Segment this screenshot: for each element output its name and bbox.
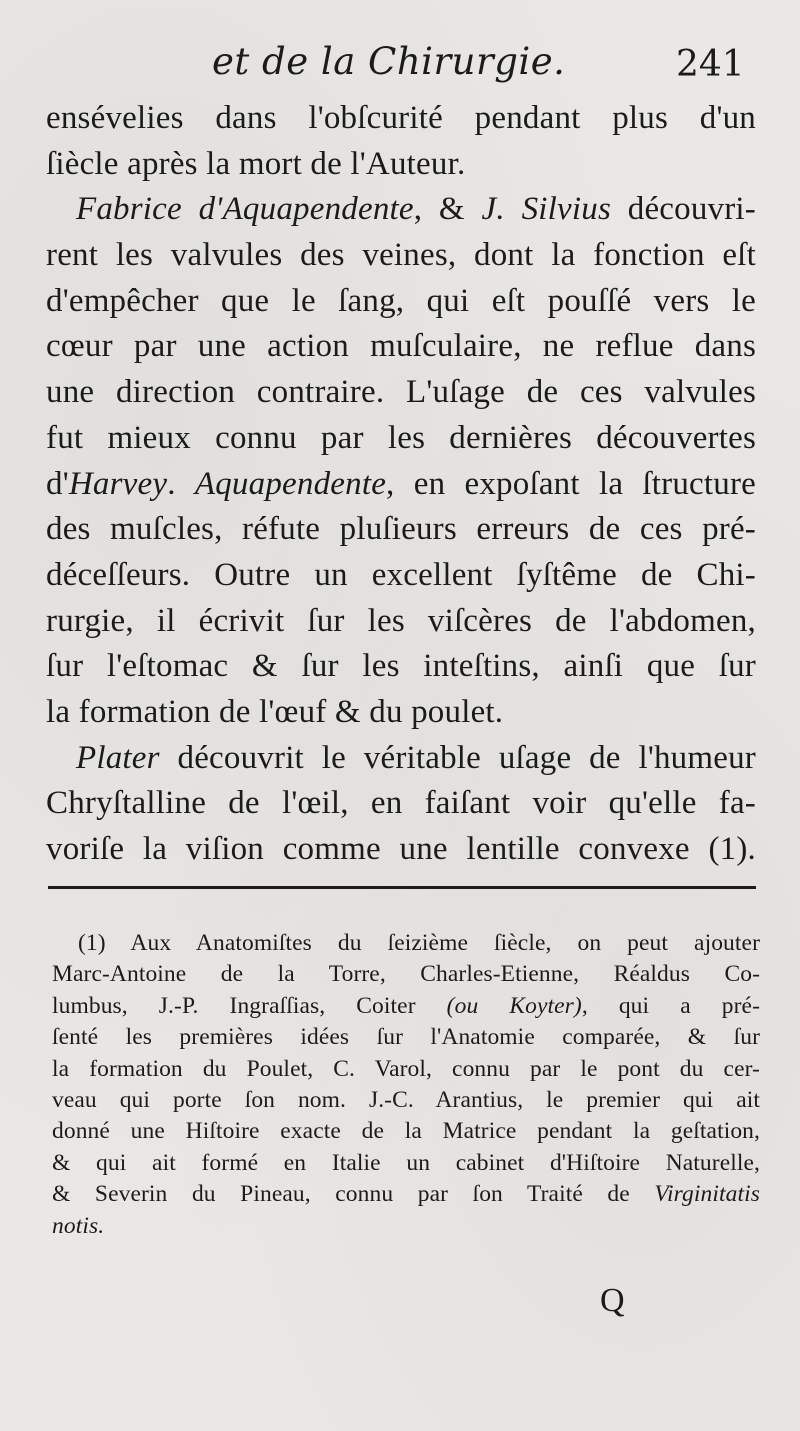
footnote-line: [52, 1211, 760, 1242]
footnote-line-segment: , qui a pré-: [581, 992, 760, 1019]
footnote-line: [52, 1148, 760, 1179]
footnote: [52, 928, 760, 1242]
body-line-segment: ſur l'eſtomac & ſur les inteſtins, ainſi que ſur: [46, 648, 756, 685]
body-line-segment: la formation de l'œuf & du poulet.: [46, 693, 504, 730]
footnote-line-segment: ſenté les premières idées ſur l'Anatomie comparée, & ſur: [52, 1024, 760, 1051]
footnote-line-segment: Virginitatis: [654, 1181, 760, 1208]
body-line-segment: d': [46, 465, 69, 502]
footnote-line: [52, 991, 760, 1022]
footnote-line: [52, 1116, 760, 1147]
body-line-segment: J. Silvius: [481, 191, 611, 228]
footnote-line-segment: veau qui porte ſon nom. J.-C. Arantius, le premier qui ait: [52, 1086, 760, 1113]
body-line: [46, 599, 756, 645]
footnote-line: [52, 959, 760, 990]
footnote-rule: [48, 886, 756, 889]
body-line: [46, 324, 756, 370]
body-line: [46, 553, 756, 599]
footnote-line-segment: (ou Koyter): [446, 992, 582, 1019]
body-line: [46, 827, 756, 873]
body-line-segment: Fabrice d'Aquapendente: [76, 191, 414, 228]
body-line: [46, 416, 756, 462]
body-line-segment: Chryſtalline de l'œil, en faiſant voir qu'elle fa-: [46, 785, 756, 822]
body-line-segment: découvrit le véritable uſage de l'humeur: [159, 739, 756, 776]
body-line: [46, 279, 756, 325]
body-line-segment: Aquapendente: [194, 465, 387, 502]
body-line: [46, 370, 756, 416]
footnote-line-segment: notis.: [52, 1212, 105, 1239]
footnote-line: [52, 928, 760, 959]
body-line-segment: d'empêcher que le ſang, qui eſt pouſſé vers le: [46, 282, 756, 319]
footnote-line-segment: & qui ait formé en Italie un cabinet d'Hiſtoire Naturelle,: [52, 1149, 760, 1176]
footnote-line: [52, 1054, 760, 1085]
body-line: [46, 736, 756, 782]
footnote-line-segment: la formation du Poulet, C. Varol, connu par le pont du cer-: [52, 1055, 760, 1082]
body-line-segment: déceſſeurs. Outre un excellent ſyſtême de Chi-: [46, 556, 756, 593]
body-line: [46, 690, 756, 736]
body-line-segment: ensévelies dans l'obſcurité pendant plus d'un: [46, 100, 756, 136]
footnote-line-segment: Marc-Antoine de la Torre, Charles-Etienne, Réaldus Co-: [52, 961, 760, 988]
signature-mark: Q: [600, 1282, 625, 1319]
body-line-segment: .: [167, 465, 195, 502]
body-line-segment: voriſe la viſion comme une lentille convexe (1).: [46, 831, 756, 867]
body-line-segment: , en expoſant la ſtructure: [386, 465, 756, 502]
body-line: [46, 644, 756, 690]
footnote-line: [52, 1085, 760, 1116]
footnote-line: [52, 1179, 760, 1210]
body-line: [46, 462, 756, 508]
body-line-segment: cœur par une action muſculaire, ne reflue dans: [46, 328, 756, 365]
body-line: [46, 96, 756, 142]
body-text: [46, 96, 756, 873]
body-line-segment: , &: [413, 191, 482, 228]
footnote-line-segment: donné une Hiſtoire exacte de la Matrice pendant la geſtation,: [52, 1118, 760, 1145]
body-line-segment: ſiècle après la mort de l'Auteur.: [46, 145, 466, 182]
body-line: [46, 142, 756, 188]
page-header: [0, 40, 800, 96]
body-line-segment: découvri-: [611, 191, 756, 228]
footnote-line-segment: & Severin du Pineau, connu par ſon Traité de: [52, 1181, 655, 1208]
running-head: et de la Chirurgie.: [212, 40, 566, 83]
body-line-segment: rurgie, il écrivit ſur les viſcères de l'abdomen,: [46, 602, 756, 639]
body-line: [46, 233, 756, 279]
body-line-segment: une direction contraire. L'uſage de ces valvules: [46, 374, 756, 411]
body-line-segment: des muſcles, réfute pluſieurs erreurs de ces pré-: [46, 511, 756, 548]
footnote-line: [52, 1022, 760, 1053]
body-line-segment: rent les valvules des veines, dont la fonction eſt: [46, 237, 756, 274]
footnote-line-segment: (1) Aux Anatomiſtes du ſeizième ſiècle, on peut ajouter: [78, 930, 760, 956]
body-line-segment: Plater: [76, 739, 160, 776]
body-line-segment: Harvey: [68, 465, 168, 502]
body-line-segment: fut mieux connu par les dernières découvertes: [46, 419, 756, 456]
body-line: [46, 781, 756, 827]
body-line: [46, 507, 756, 553]
footnote-line-segment: lumbus, J.-P. Ingraſſias, Coiter: [52, 992, 447, 1019]
page-number: 241: [676, 44, 745, 85]
body-line: [46, 187, 756, 233]
